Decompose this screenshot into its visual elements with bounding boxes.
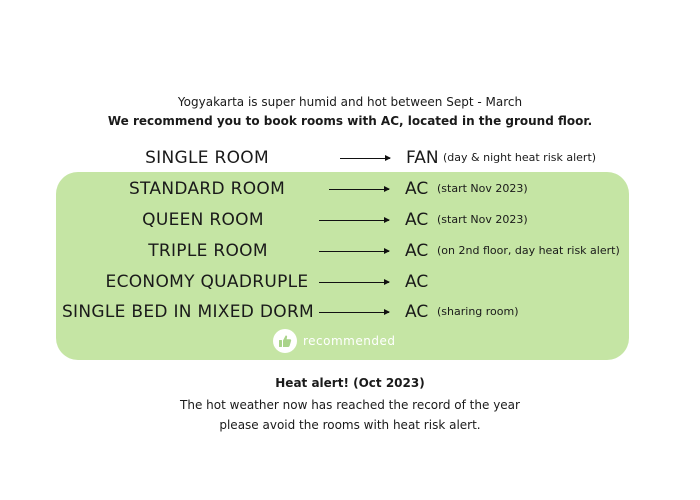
room-note: (start Nov 2023) [437, 182, 528, 195]
room-row [0, 146, 700, 170]
thumbs-up-icon [273, 329, 297, 353]
arrow-right-icon [319, 312, 389, 313]
intro-line-1: Yogyakarta is super humid and hot between Sept - March [177, 95, 523, 109]
heat-alert-line-2: please avoid the rooms with heat risk alert. [219, 418, 481, 432]
room-name: SINGLE BED IN MIXED DORM [61, 302, 315, 322]
room-name: ECONOMY QUADRUPLE [105, 272, 309, 292]
room-name: TRIPLE ROOM [148, 241, 268, 261]
intro-line-2: We recommend you to book rooms with AC, located in the ground floor. [107, 114, 593, 128]
heat-alert-title: Heat alert! (Oct 2023) [275, 376, 425, 390]
room-cooling: AC [405, 179, 429, 199]
room-note: (on 2nd floor, day heat risk alert) [437, 244, 620, 257]
room-cooling: AC [405, 210, 429, 230]
arrow-right-icon [340, 158, 390, 159]
room-cooling: AC [405, 241, 429, 261]
recommended-label: recommended [303, 334, 396, 348]
arrow-right-icon [319, 220, 389, 221]
room-row [0, 208, 700, 232]
heat-alert-line-1: The hot weather now has reached the record of the year [180, 398, 520, 412]
arrow-right-icon [319, 251, 389, 252]
room-row [0, 270, 700, 294]
room-name: STANDARD ROOM [128, 179, 286, 199]
room-row [0, 239, 700, 263]
room-note: (start Nov 2023) [437, 213, 528, 226]
room-cooling: AC [405, 302, 429, 322]
room-name: SINGLE ROOM [145, 148, 269, 168]
room-cooling: FAN [406, 148, 439, 168]
room-row [0, 300, 700, 324]
room-row [0, 177, 700, 201]
room-note: (day & night heat risk alert) [443, 151, 597, 164]
room-note: (sharing room) [437, 305, 519, 318]
arrow-right-icon [329, 189, 389, 190]
arrow-right-icon [319, 282, 389, 283]
room-name: QUEEN ROOM [142, 210, 264, 230]
room-cooling: AC [405, 272, 429, 292]
